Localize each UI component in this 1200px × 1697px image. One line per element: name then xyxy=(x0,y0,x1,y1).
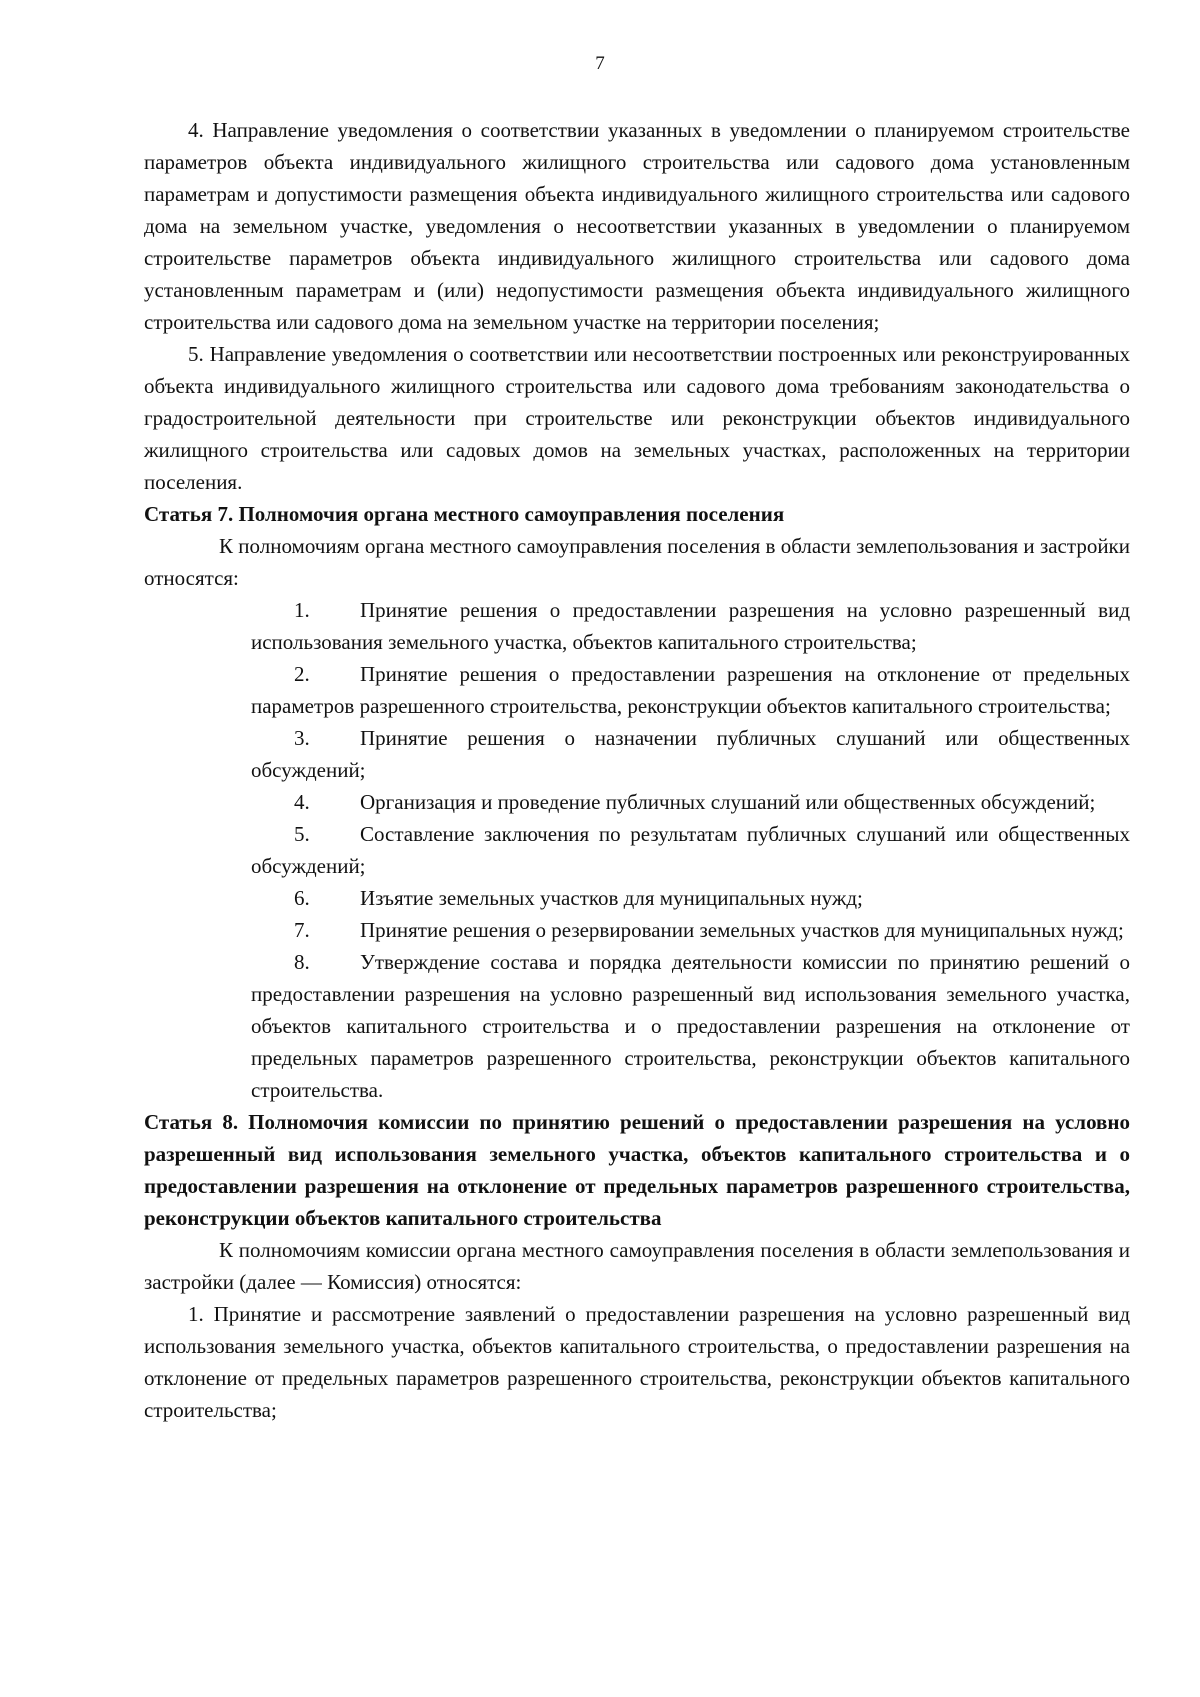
item-text: Принятие и рассмотрение заявлений о предоставлении разрешения на условно разрешенный вид использования земельного участка, объектов капитального строительства, о предоставлении разрешения на отклонение от предельных параметров разрешенного строительства, реконструкции объектов капитального строительства; xyxy=(144,1302,1131,1422)
list-item xyxy=(251,914,1130,946)
item-text: Направление уведомления о соответствии или несоответствии построенных или реконструированных объекта индивидуального жилищного строительства или садового дома требованиям законодательства о градостроительной деятельности при строительстве или реконструкции объектов индивидуального жилищного строительства или садовых домов на земельных участках, расположенных на территории поселения. xyxy=(144,342,1130,494)
article-7-list xyxy=(251,594,1130,1106)
list-item xyxy=(251,946,1130,1106)
item-number: 4. xyxy=(294,790,310,814)
paragraph-item-4 xyxy=(144,114,1130,338)
item-text: Утверждение состава и порядка деятельности комиссии по принятию решений о предоставлении разрешения на условно разрешенный вид использования земельного участка, объектов капитального строительства и о предоставлении разрешения на отклонение от предельных параметров разрешенного строительства, реконструкции объектов капитального строительства. xyxy=(251,950,1130,1102)
paragraph-item-5 xyxy=(144,338,1130,498)
article-8-heading: Статья 8. Полномочия комиссии по принятию решений о предоставлении разрешения на условно разрешенный вид использования земельного участка, объектов капитального строительства и о предоставлении разрешения на отклонение от предельных параметров разрешенного строительства, реконструкции объектов капитального строительства xyxy=(144,1110,1130,1230)
item-text: Принятие решения о предоставлении разрешения на условно разрешенный вид использования земельного участка, объектов капитального строительства; xyxy=(251,598,1130,654)
list-item xyxy=(251,594,1130,658)
list-item xyxy=(251,882,1130,914)
page-number: 7 xyxy=(595,53,605,74)
list-item xyxy=(251,658,1130,722)
item-text: Принятие решения о назначении публичных слушаний или общественных обсуждений; xyxy=(251,726,1130,782)
list-item xyxy=(251,786,1130,818)
item-number: 1. xyxy=(188,1302,204,1326)
item-number: 1. xyxy=(294,598,310,622)
item-number: 6. xyxy=(294,886,310,910)
item-number: 8. xyxy=(294,950,310,974)
item-number: 2. xyxy=(294,662,310,686)
item-number: 3. xyxy=(294,726,310,750)
item-number: 5. xyxy=(188,342,204,366)
item-text: Направление уведомления о соответствии указанных в уведомлении о планируемом строительстве параметров объекта индивидуального жилищного строительства или садового дома установленным параметрам и допустимости размещения объекта индивидуального жилищного строительства или садового дома на земельном участке, уведомления о несоответствии указанных в уведомлении о планируемом строительстве параметров объекта индивидуального жилищного строительства или садового дома установленным параметрам и (или) недопустимости размещения объекта индивидуального жилищного строительства или садового дома на земельном участке на территории поселения; xyxy=(144,118,1130,334)
item-text: Изъятие земельных участков для муниципальных нужд; xyxy=(360,886,863,910)
list-item xyxy=(251,818,1130,882)
item-number: 4. xyxy=(188,118,204,142)
article-8-intro: К полномочиям комиссии органа местного самоуправления поселения в области землепользования и застройки (далее — Комиссия) относятся: xyxy=(144,1238,1130,1294)
article-7-heading: Статья 7. Полномочия органа местного самоуправления поселения xyxy=(144,502,785,526)
article-7-intro: К полномочиям органа местного самоуправления поселения в области землепользования и застройки относятся: xyxy=(144,534,1130,590)
item-number: 7. xyxy=(294,918,310,942)
item-text: Составление заключения по результатам публичных слушаний или общественных обсуждений; xyxy=(251,822,1130,878)
item-number: 5. xyxy=(294,822,310,846)
item-text: Принятие решения о предоставлении разрешения на отклонение от предельных параметров разрешенного строительства, реконструкции объектов капитального строительства; xyxy=(251,662,1130,718)
article-8-item-1 xyxy=(144,1298,1130,1426)
item-text: Организация и проведение публичных слушаний или общественных обсуждений; xyxy=(360,790,1096,814)
document-body xyxy=(144,114,1130,1426)
item-text: Принятие решения о резервировании земельных участков для муниципальных нужд; xyxy=(360,918,1124,942)
list-item xyxy=(251,722,1130,786)
